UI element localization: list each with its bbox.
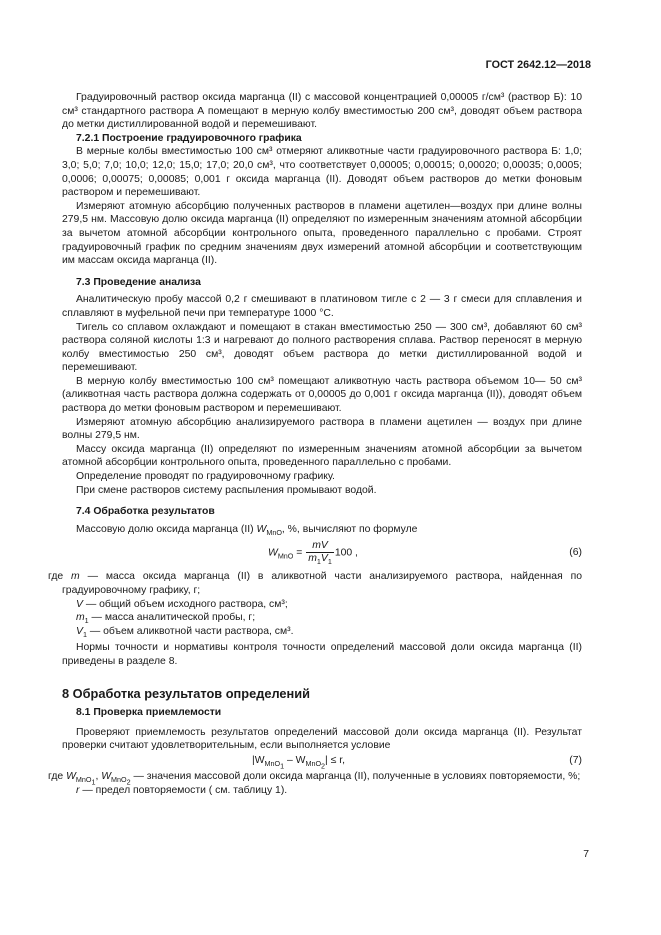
section-heading-7-3: 7.3 Проведение анализа [76, 276, 201, 288]
formula-6-fraction: $\frac{mV}{m_1V_1}$ [308, 540, 332, 567]
paragraph: Градуировочный раствор оксида марганца (II) с массовой концентрацией 0,00005 г/см³ (раствор Б): 10 см³ стандартного раствора А помещают в мерную колбу вместимостью 200 см³, доводят объем раствора до метки дистиллированной водой и перемешивают. [62, 92, 582, 131]
paragraph: При смене растворов систему распыления промывают водой. [76, 484, 377, 496]
variable-definition: r — предел повторяемости ( см. таблицу 1). [76, 784, 288, 796]
formula-6 [62, 536, 582, 570]
document-header: ГОСТ 2642.12—2018 [485, 59, 591, 71]
section-heading-7-4: 7.4 Обработка результатов [76, 506, 215, 518]
paragraph: Аналитическую пробу массой 0,2 г смешивают в платиновом тигле с 2 — 3 г смеси для сплавления и сплавляют в муфельной печи при температуре 1000 °С. [62, 294, 582, 319]
variable-definition: где $W_{MnO_1}$, $W_{MnO_2}$ — значения массовой доли оксида марганца (II), полученные в условиях повторяемости, %; [48, 770, 581, 787]
paragraph: Массовую долю оксида марганца (II) $W_{MnO}$, %, вычисляют по формуле [76, 523, 418, 537]
variable-definition: $m_1$ — масса аналитической пробы, г; [76, 612, 256, 626]
paragraph: Измеряют атомную абсорбцию анализируемого раствора в пламени ацетилен — воздух при длине волны 279,5 нм. [62, 416, 582, 442]
paragraph: В мерную колбу вместимостью 100 см³ помещают аликвотную часть раствора объемом 10— 50 см³ (аликвотная часть раствора должна содержать от 0,00005 до 0,001 г оксида марганца (II)), доводят объем раствора до метки фоновым раствором и перемешивают. [62, 375, 582, 415]
formula-6-number: (6) [569, 547, 582, 559]
section-heading-7-2-1: 7.2.1 Построение градуировочного графика [76, 132, 302, 144]
paragraph: Нормы точности и нормативы контроля точности определений массовой доли оксида марганца (II) приведены в разделе 8. [62, 642, 582, 667]
formula-7 [62, 753, 582, 770]
paragraph: Тигель со сплавом охлаждают и помещают в стакан вместимостью 250 — 300 см³, добавляют 60 см³ раствора соляной кислоты 1:3 и нагревают до полного растворения сплава. Раствор переносят в мерную колбу вместимостью 250 см³, доводят объем раствора до метки дистиллированной водой и перемешивают. [62, 321, 582, 374]
formula-7-expression: $|W_{MnO_1} - W_{MnO_2}| \le r$, [252, 754, 345, 771]
page-number: 7 [583, 849, 589, 860]
section-heading-8-1: 8.1 Проверка приемлемости [76, 707, 222, 719]
paragraph: Измеряют атомную абсорбцию полученных растворов в пламени ацетилен—воздух при длине волны 279,5 нм. Массовую долю оксида марганца (II) определяют по измеренным значениям атомной абсорбции за вычетом атомной абсорбции контрольного опыта, проведенного параллельно с пробами. Строят градуировочный график по средним значениям двух измерений атомной абсорбции и соответствующим им массам оксида марганца (II). [62, 200, 582, 267]
variable-definition: где m — масса оксида марганца (II) в аликвотной части анализируемого раствора, найденная по градуировочному графику, г; [48, 571, 582, 596]
paragraph: Проверяют приемлемость результатов определений массовой доли оксида марганца (II). Результат проверки считают удовлетворительным, если выполняется условие [62, 726, 582, 752]
variable-definition: $V_1$ — объем аликвотной части раствора, см³. [76, 625, 294, 639]
paragraph: Массу оксида марганца (II) определяют по измеренным значениям атомной абсорбции за вычетом атомной абсорбции контрольного опыта, проведенного параллельно с пробами. [62, 443, 582, 469]
section-heading-8: 8 Обработка результатов определений [62, 685, 310, 701]
formula-7-number: (7) [569, 754, 582, 766]
variable-definition: V — общий объем исходного раствора, см³; [76, 598, 288, 610]
formula-6-expression: $W_{MnO}$ = $\frac{mV}{m_1V_1}$ 100 , [268, 540, 358, 567]
paragraph: В мерные колбы вместимостью 100 см³ отмеряют аликвотные части градуировочного раствора Б: 1,0; 3,0; 5,0; 7,0; 10,0; 12,0; 15,0; 17,0; 20,0 см³, что соответствует 0,00005; 0,00015; 0,00020; 0,00035; 0,0005; 0,0006; 0,00075; 0,00085; 0,001 г оксида марганца (II). Доводят объем растворов до метки фоновым раствором и перемешивают. [62, 146, 582, 199]
paragraph: Определение проводят по градуировочному графику. [76, 471, 335, 483]
page-content [48, 91, 582, 797]
